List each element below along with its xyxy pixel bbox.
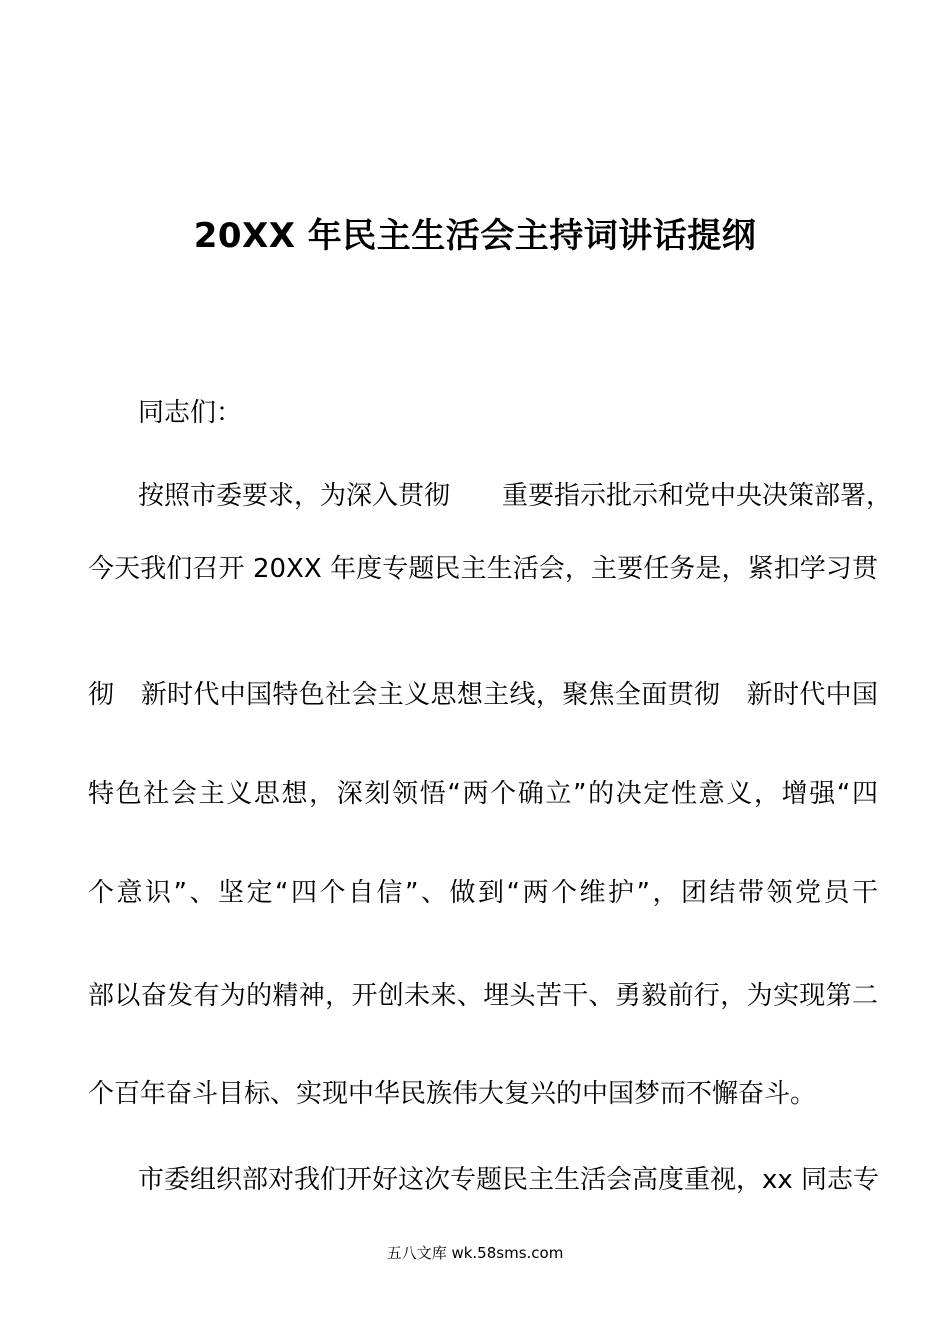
paragraph-line-4: 特色社会主义思想，深刻领悟“两个确立”的决定性意义，增强“四 — [88, 779, 878, 809]
footer-watermark: 五八文库 wk.58sms.com — [386, 1244, 564, 1262]
paragraph-line-5: 个意识”、坚定“四个自信”、做到“两个维护”，团结带领党员干 — [88, 878, 878, 908]
paragraph-line-1: 按照市委要求，为深入贯彻 重要指示批示和党中央决策部署， — [138, 481, 893, 511]
paragraph-2-line-1: 市委组织部对我们开好这次专题民主生活会高度重视，xx 同志专 — [138, 1165, 880, 1195]
paragraph-line-7: 个百年奋斗目标、实现中华民族伟大复兴的中国梦而不懈奋斗。 — [88, 1079, 817, 1109]
paragraph-line-2: 今天我们召开 20XX 年度专题民主生活会，主要任务是，紧扣学习贯 — [88, 554, 878, 584]
greeting-line: 同志们： — [138, 398, 243, 428]
paragraph-line-6: 部以奋发有为的精神，开创未来、埋头苦干、勇毅前行，为实现第二 — [88, 981, 878, 1011]
paragraph-line-3: 彻 新时代中国特色社会主义思想主线，聚焦全面贯彻 新时代中国 — [88, 680, 878, 710]
document-title: 20XX 年民主生活会主持词讲话提纲 — [193, 216, 757, 256]
